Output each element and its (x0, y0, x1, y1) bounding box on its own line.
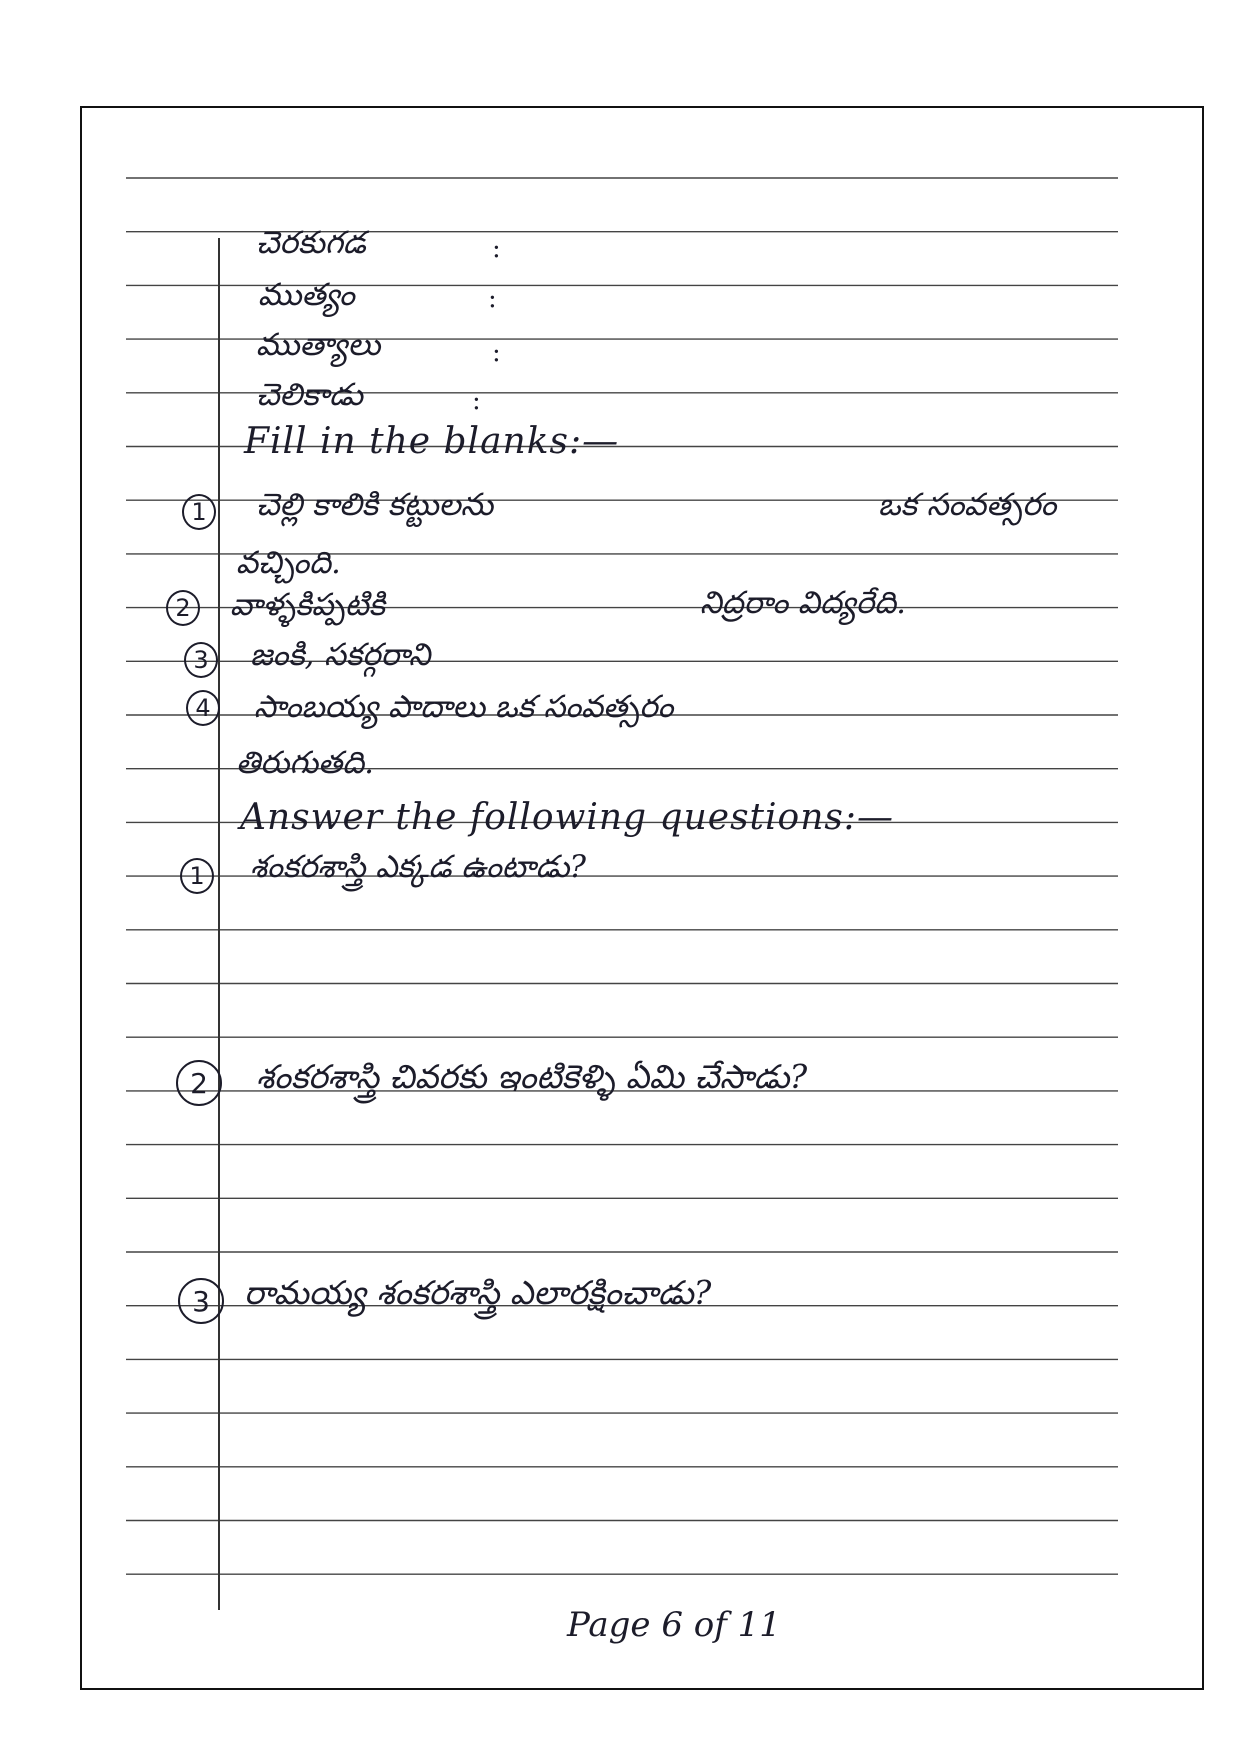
questions-heading: Answer the following questions:— (240, 797, 894, 838)
vocab-word: ముత్యం (258, 277, 355, 313)
vocab-colon: : (492, 234, 501, 264)
fill-blank-text: సాంబయ్య పాదాలు ఒక సంవత్సరం (254, 689, 674, 725)
fill-blank-text: ఒక సంవత్సరం (878, 487, 1057, 523)
vocab-word: చెరకుగడ (256, 225, 366, 261)
vocab-colon: : (488, 284, 497, 314)
fill-blanks-heading: Fill in the blanks:— (244, 421, 620, 462)
item-number: 1 (182, 494, 216, 530)
question-number: 1 (180, 858, 214, 894)
question-text: రామయ్య శంకరశాస్త్రి ఎలారక్షించాడు? (244, 1273, 712, 1312)
item-number: 2 (166, 590, 200, 626)
question-text: శంకరశాస్త్రి ఎక్కడ ఉంటాడు? (250, 849, 586, 885)
fill-blank-text: వాళ్ళకిప్పటికి (230, 587, 385, 623)
question-number: 3 (178, 1278, 224, 1324)
fill-blank-text: నిద్రరాం విద్యరేది. (700, 585, 906, 621)
item-number: 3 (184, 642, 218, 678)
fill-blank-text: చెల్లి కాలికి కట్టులను (256, 487, 494, 523)
question-number: 2 (176, 1060, 222, 1106)
page-number: Page 6 of 11 (567, 1605, 781, 1645)
fill-blank-text: వచ్చింది. (236, 545, 341, 581)
fill-blank-text: జంకి, సకర్గరాని (250, 637, 431, 673)
item-number: 4 (186, 690, 220, 726)
margin-line (218, 238, 220, 1610)
fill-blank-text: తిరుగుతది. (236, 745, 375, 781)
vocab-colon: : (492, 338, 501, 368)
vocab-word: చెలికాడు (256, 377, 363, 413)
vocab-word: ముత్యాలు (256, 327, 381, 363)
vocab-colon: : (472, 386, 481, 416)
question-text: శంకరశాస్త్రి చివరకు ఇంటికెళ్ళి ఏమి చేసాడు? (256, 1057, 808, 1096)
